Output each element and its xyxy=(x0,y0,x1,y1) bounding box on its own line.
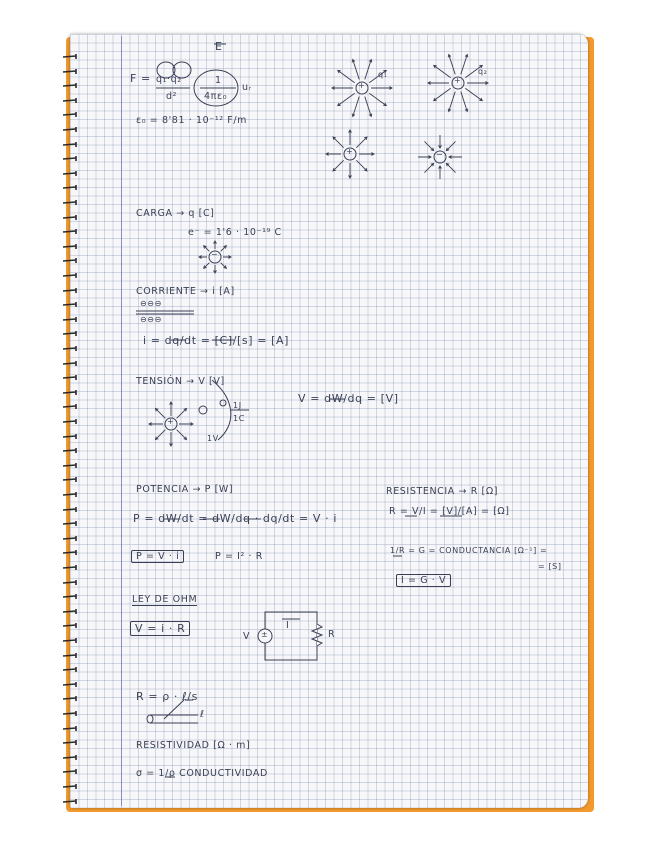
joule-label: 1J xyxy=(233,401,242,410)
field-line xyxy=(177,430,187,440)
electrons-row-2: ⊖⊖⊖ xyxy=(140,315,162,324)
field-line xyxy=(439,166,442,179)
field-line xyxy=(177,408,187,418)
field-line xyxy=(428,82,449,85)
field-line xyxy=(179,423,193,426)
tension-formula: V = dW/dq = [V] xyxy=(298,392,399,405)
wire-end xyxy=(147,715,153,723)
plus-sign-2: + xyxy=(454,76,462,85)
corriente-formula: i = dq/dt = [C]/[s] = [A] xyxy=(143,334,290,347)
coulomb-label: 1C xyxy=(233,414,245,423)
e-vector: E xyxy=(215,40,223,53)
field-line xyxy=(223,256,231,259)
electron-minus: − xyxy=(211,250,219,259)
tension-test-charge xyxy=(199,406,207,414)
field-line xyxy=(418,156,431,159)
field-line xyxy=(221,246,227,252)
one-volt-label: 1V xyxy=(207,434,219,443)
ohm-boxed: V = i · R xyxy=(130,621,190,636)
equipotential-arc xyxy=(212,380,231,440)
potencia-alt: P = I² · R xyxy=(215,551,263,562)
resistividad-formula: R = ρ · ℓ/s xyxy=(136,690,198,703)
circuit-v-label: V xyxy=(243,631,251,642)
plus-sign-1: + xyxy=(358,81,366,90)
field-line xyxy=(448,54,455,74)
field-line xyxy=(349,163,352,178)
field-line xyxy=(369,93,386,105)
force-denominator: d² xyxy=(166,91,178,102)
conductance-boxed: I = G · V xyxy=(396,574,451,587)
resistencia-heading: RESISTENCIA → R [Ω] xyxy=(386,486,499,497)
circuit-r-label: R xyxy=(328,629,336,640)
siemens: = [S] xyxy=(538,562,562,571)
field-line xyxy=(371,87,392,90)
field-line xyxy=(333,137,344,148)
tension-heading: TENSIÓN → V [V] xyxy=(136,376,225,387)
field-line xyxy=(332,87,353,90)
plus-sign-3: + xyxy=(346,147,354,156)
field-line xyxy=(446,141,455,150)
conductividad: σ = 1/ρ CONDUCTIVIDAD xyxy=(136,768,268,779)
field-line xyxy=(446,163,455,172)
electrons-row-1: ⊖⊖⊖ xyxy=(140,299,162,308)
tension-test-charge-2 xyxy=(220,400,226,406)
q1-label: q₁ xyxy=(378,70,388,79)
field-line xyxy=(359,153,374,156)
potencia-formula: P = dW/dt = dW/dq · dq/dt = V · i xyxy=(133,512,337,525)
field-line xyxy=(214,241,217,249)
field-line xyxy=(349,130,352,145)
field-line xyxy=(356,137,367,148)
circuit-i-label: I xyxy=(286,620,290,631)
field-line xyxy=(204,246,210,252)
resistencia-formula: R = V/I = [V]/[A] = [Ω] xyxy=(389,506,510,517)
field-line xyxy=(333,160,344,171)
field-line xyxy=(424,141,433,150)
field-line xyxy=(221,263,227,269)
field-line xyxy=(424,163,433,172)
epsilon-zero: ε₀ = 8'81 · 10⁻¹² F/m xyxy=(136,115,248,126)
carga-heading: CARGA → q [C] xyxy=(136,208,215,219)
resistividad-label: RESISTIVIDAD [Ω · m] xyxy=(136,740,251,751)
field-line xyxy=(214,265,217,273)
field-line xyxy=(149,423,163,426)
field-line xyxy=(365,59,372,79)
field-line xyxy=(199,256,207,259)
field-line xyxy=(170,402,173,416)
field-line xyxy=(338,93,355,105)
source-sign: ± xyxy=(261,630,269,639)
field-line xyxy=(467,82,488,85)
corriente-heading: CORRIENTE → i [A] xyxy=(136,286,235,297)
field-line xyxy=(352,59,359,79)
wire-length-label: ℓ xyxy=(200,709,205,720)
field-line xyxy=(352,97,359,117)
field-line xyxy=(465,88,482,100)
field-line xyxy=(338,70,355,82)
coulomb-denominator: 4πε₀ xyxy=(204,91,228,102)
field-line xyxy=(155,430,165,440)
potencia-boxed: P = V · i xyxy=(131,550,184,563)
field-line xyxy=(356,160,367,171)
tension-plus: + xyxy=(167,417,175,426)
ohm-heading: LEY DE OHM xyxy=(132,594,198,605)
field-line xyxy=(434,88,451,100)
force-numerator: q₁·q₂ xyxy=(156,74,182,85)
unit-vector: uᵣ xyxy=(242,82,252,93)
field-line xyxy=(204,263,210,269)
field-line xyxy=(434,65,451,77)
field-line xyxy=(461,92,468,112)
field-line xyxy=(439,135,442,148)
conductancia: 1/R = G = CONDUCTANCIA [Ω⁻¹] = xyxy=(390,546,548,555)
force-lhs: F = xyxy=(130,72,151,85)
resistor-zigzag xyxy=(312,624,322,646)
potencia-heading: POTENCIA → P [W] xyxy=(136,484,234,495)
electron-charge-value: e⁻ = 1'6 · 10⁻¹⁹ C xyxy=(188,227,282,238)
wire-body xyxy=(150,715,198,723)
field-line xyxy=(155,408,165,418)
field-line xyxy=(326,153,341,156)
minus-sign: − xyxy=(436,150,444,159)
field-line xyxy=(448,92,455,112)
coulomb-numerator: 1 xyxy=(215,75,222,86)
q2-label: q₂ xyxy=(478,67,488,76)
field-line xyxy=(170,432,173,446)
field-line xyxy=(461,54,468,74)
field-line xyxy=(449,156,462,159)
field-line xyxy=(365,97,372,117)
